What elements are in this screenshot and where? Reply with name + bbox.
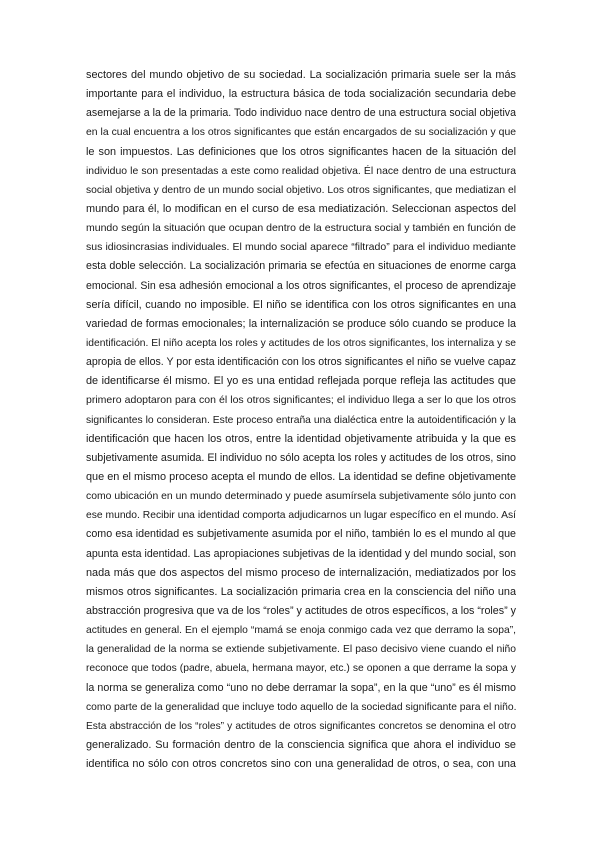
text-line: de identificarse él mismo. El yo es una entidad reflejada porque refleja las actitudes que <box>86 375 516 388</box>
text-line: abstracción progresiva que va de los “roles” y actitudes de otros específicos, a los “roles” y <box>86 604 516 617</box>
text-line: identificación que hacen los otros, entre la identidad objetivamente atribuida y la que es <box>86 432 516 445</box>
text-line: significantes lo consideran. Este proceso entraña una dialéctica entre la autoidentificación y la <box>86 414 516 426</box>
text-line: como ubicación en un mundo determinado y puede asumírsela subjetivamente sólo junto con <box>86 491 516 503</box>
text-line: identificación. El niño acepta los roles y actitudes de los otros significantes, los internaliza y se <box>86 337 516 349</box>
text-line: sería difícil, cuando no imposible. El niño se identifica con los otros significantes en una <box>86 298 516 311</box>
text-line: primero adoptaron para con él los otros significantes; el individuo llega a ser lo que los otros <box>86 394 516 407</box>
text-line: subjetivamente asumida. El individuo no sólo acepta los roles y actitudes de los otros, sino <box>86 451 516 464</box>
text-line: como esa identidad es subjetivamente asumida por el niño, también lo es el mundo al que <box>86 528 516 541</box>
text-line: asemejarse a la de la primaria. Todo individuo nace dentro de una estructura social objetiva <box>86 107 516 120</box>
text-line: apunta esta identidad. Las apropiaciones subjetivas de la identidad y del mundo social, son <box>86 547 516 560</box>
text-line: reconoce que todos (padre, abuela, hermana mayor, etc.) se oponen a que derrame la sopa y <box>86 663 516 675</box>
text-line: variedad de formas emocionales; la internalización se produce sólo cuando se produce la <box>86 317 516 330</box>
text-line: mundo según la situación que ocupan dentro de la estructura social y también en función de <box>86 222 516 235</box>
body-text <box>86 66 516 774</box>
text-line: mundo para él, lo modifican en el curso de esa mediatización. Seleccionan aspectos del <box>86 202 516 215</box>
text-line: apropia de ellos. Y por esta identificación con los otros significantes el niño se vuelve capaz <box>86 356 516 369</box>
text-line: actitudes en general. En el ejemplo “mamá se enoja conmigo cada vez que derramo la sopa”, <box>86 625 516 637</box>
text-line: como parte de la generalidad que incluye todo aquello de la sociedad significante para el niño. <box>86 701 516 713</box>
text-line: mismos otros significantes. La socialización primaria crea en la consciencia del niño una <box>86 585 516 598</box>
text-line: emocional. Sin esa adhesión emocional a los otros significantes, el proceso de aprendizaje <box>86 279 516 292</box>
text-line: social objetiva y dentro de un mundo social objetivo. Los otros significantes, que mediatizan el <box>86 184 516 196</box>
text-line: nada más que dos aspectos del mismo proceso de internalización, mediatizados por los <box>86 566 516 579</box>
text-line: esta doble selección. La socialización primaria se efectúa en situaciones de enorme carga <box>86 260 516 273</box>
text-line: importante para el individuo, la estructura básica de toda socialización secundaria debe <box>86 88 516 101</box>
text-line: sus idiosincrasias individuales. El mundo social aparece “filtrado” para el individuo mediante <box>86 241 516 254</box>
text-line: la generalidad de la norma se extiende subjetivamente. El paso decisivo viene cuando el niño <box>86 644 516 656</box>
text-line: identifica no sólo con otros concretos sino con una generalidad de otros, o sea, con una <box>86 758 516 771</box>
text-line: le son impuestos. Las definiciones que los otros significantes hacen de la situación del <box>86 145 516 158</box>
text-line: la norma se generaliza como “uno no debe derramar la sopa”, en la que “uno” es él mismo <box>86 681 516 694</box>
text-line: que en el mismo proceso acepta el mundo de ellos. La identidad se define objetivamente <box>86 470 516 483</box>
text-line: sectores del mundo objetivo de su sociedad. La socialización primaria suele ser la más <box>86 69 516 81</box>
text-line: en la cual encuentra a los otros significantes que están encargados de su socialización y que <box>86 127 516 139</box>
text-line: generalizado. Su formación dentro de la consciencia significa que ahora el individuo se <box>86 738 516 751</box>
text-line: ese mundo. Recibir una identidad comporta adjudicarnos un lugar específico en el mundo. Así <box>86 510 516 522</box>
text-line: individuo le son presentadas a este como realidad objetiva. Él nace dentro de una estructura <box>86 165 516 177</box>
text-line: Esta abstracción de los “roles” y actitudes de otros significantes concretos se denomina el otro <box>86 720 516 732</box>
